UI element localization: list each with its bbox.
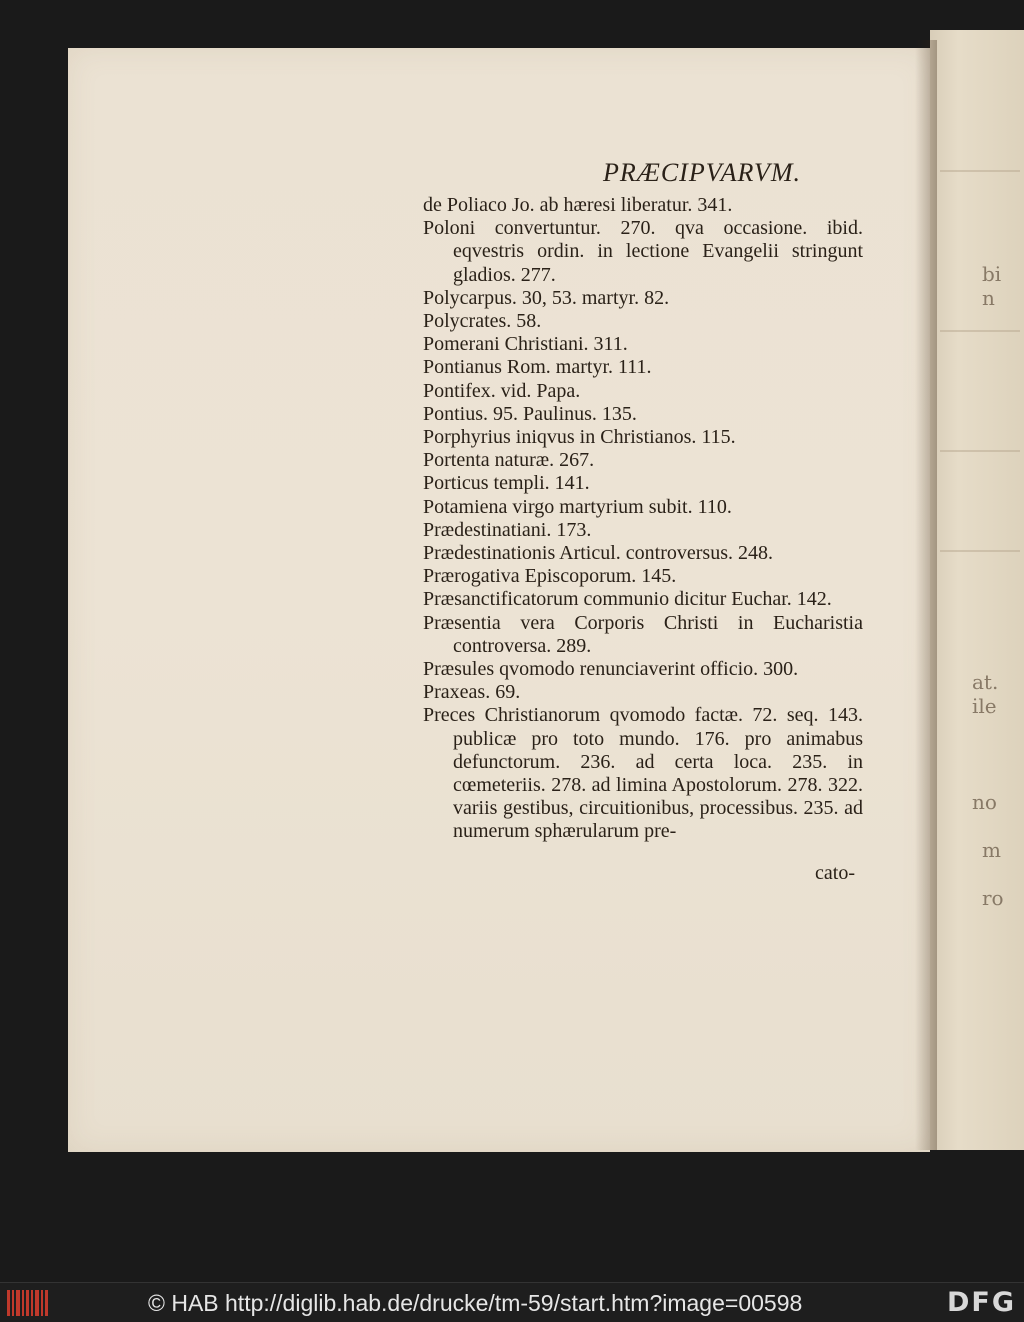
index-entries bbox=[423, 194, 863, 844]
index-entry: Porphyrius iniqvus in Christianos. 115. bbox=[423, 426, 736, 449]
page-text-block bbox=[423, 158, 863, 885]
dfg-logo: DFG bbox=[946, 1287, 1016, 1318]
book-page bbox=[68, 48, 930, 1152]
index-entry: Portenta naturæ. 267. bbox=[423, 449, 595, 472]
adjacent-page: bi n at. ile no m ro bbox=[930, 30, 1024, 1150]
index-entry: Pomerani Christiani. 311. bbox=[423, 333, 628, 356]
index-entry: Præsules qvomodo renunciaverint officio. 300. bbox=[423, 658, 799, 681]
index-entry: Poloni convertuntur. 270. qva occasione. ibid. eqvestris ordin. in lectione Evangelii stringunt gladios. 277. bbox=[423, 217, 863, 286]
running-head: PRÆCIPVARVM. bbox=[602, 158, 801, 187]
index-entry: Polycarpus. 30, 53. martyr. 82. bbox=[423, 286, 670, 309]
index-entry: Pontius. 95. Paulinus. 135. bbox=[423, 402, 637, 425]
catchword: cato- bbox=[815, 861, 855, 884]
index-entry: Pontifex. vid. Papa. bbox=[423, 379, 581, 402]
index-entry: Pontianus Rom. martyr. 111. bbox=[423, 356, 652, 379]
index-entry: Potamiena virgo martyrium subit. 110. bbox=[423, 495, 732, 518]
index-entry: Prærogativa Episcoporum. 145. bbox=[423, 565, 677, 588]
index-entry: de Poliaco Jo. ab hæresi liberatur. 341. bbox=[423, 194, 733, 216]
index-entry: Praxeas. 69. bbox=[423, 681, 521, 704]
index-entry: Polycrates. 58. bbox=[423, 310, 542, 333]
index-entry: Prædestinationis Articul. controversus. 248. bbox=[423, 542, 773, 565]
index-entry: Præsanctificatorum communio dicitur Euchar. 142. bbox=[423, 588, 832, 611]
index-entry: Preces Christianorum qvomodo factæ. 72. seq. 143. publicæ pro toto mundo. 176. pro animabus defunctorum. 236. ad certa loca. 235. in cœmeteriis. 278. ad limina Apostolorum. 278. 322. variis gestibus, circuitionibus, processibus. 235. ad numerum sphærularum pre- bbox=[423, 704, 863, 843]
gutter-shadow bbox=[915, 40, 937, 1150]
barcode-icon bbox=[7, 1290, 49, 1316]
footer-bar bbox=[0, 1282, 1024, 1322]
source-link[interactable]: © HAB http://diglib.hab.de/drucke/tm-59/start.htm?image=00598 bbox=[148, 1290, 803, 1316]
index-entry: Porticus templi. 141. bbox=[423, 472, 590, 495]
index-entry: Prædestinatiani. 173. bbox=[423, 518, 592, 541]
index-entry: Præsentia vera Corporis Christi in Eucharistia controversa. 289. bbox=[423, 611, 863, 657]
